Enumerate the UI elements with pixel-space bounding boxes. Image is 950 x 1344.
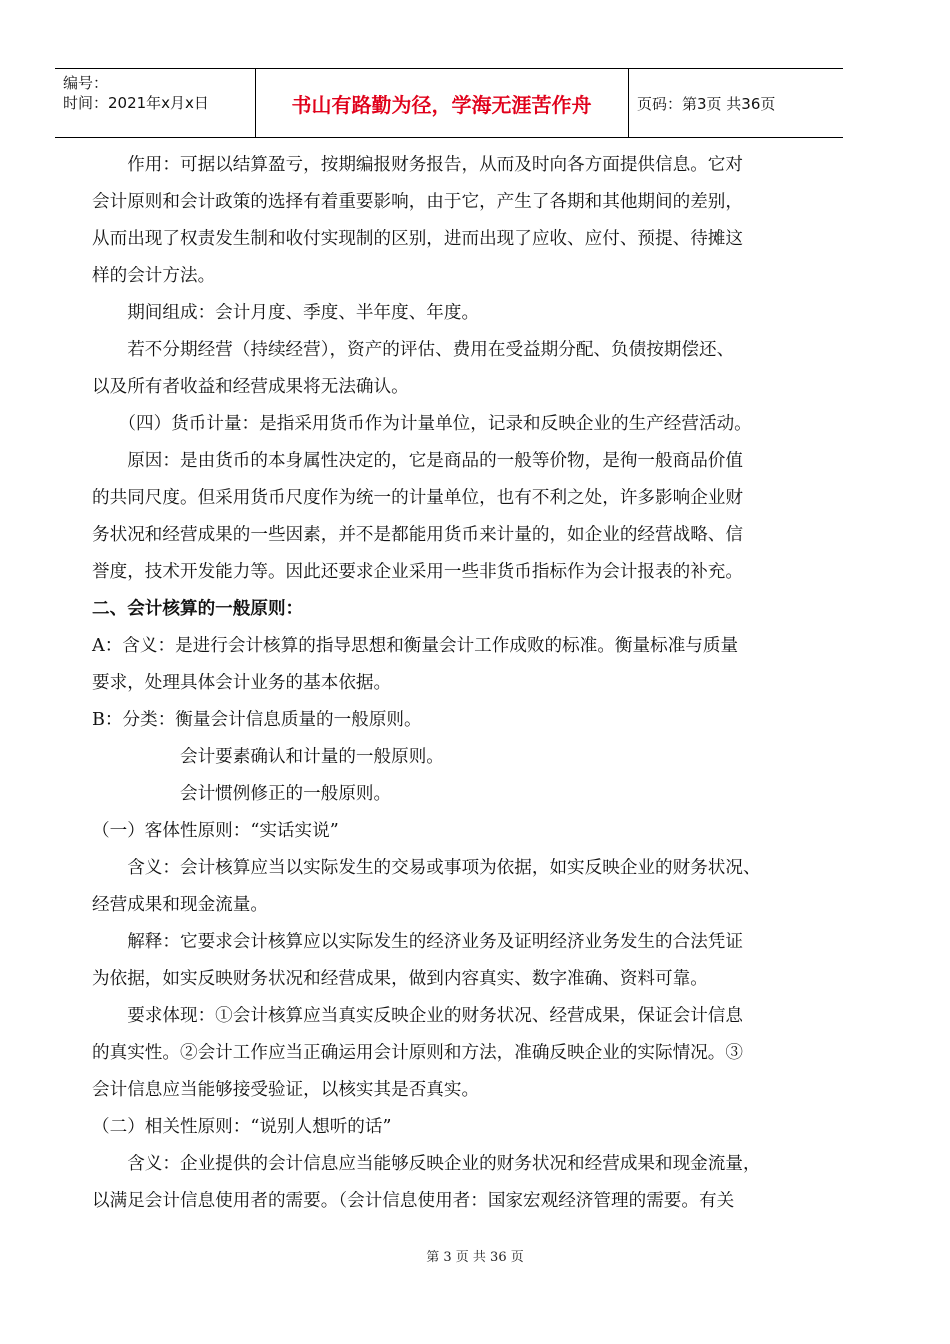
number-label: 编号： [63, 74, 109, 92]
paragraph-line: 含义：企业提供的会计信息应当能够反映企业的财务状况和经营成果和现金流量， [92, 1154, 761, 1174]
header-meta [63, 73, 253, 113]
paragraph-line: 以满足会计信息使用者的需要。（会计信息使用者：国家宏观经济管理的需要。有关 [92, 1191, 735, 1211]
paragraph-line: 原因：是由货币的本身属性决定的，它是商品的一般等价物，是徇一般商品价值 [92, 451, 743, 471]
paragraph-line: B：分类：衡量会计信息质量的一般原则。 [92, 710, 422, 730]
paragraph-line: 解释：它要求会计核算应以实际发生的经济业务及证明经济业务发生的合法凭证 [92, 932, 743, 952]
paragraph-line: 的共同尺度。但采用货币尺度作为统一的计量单位，也有不利之处，许多影响企业财 [92, 488, 743, 508]
paragraph-line: 要求体现：①会计核算应当真实反映企业的财务状况、经营成果，保证会计信息 [92, 1006, 743, 1026]
paragraph-line: 从而出现了权责发生制和收付实现制的区别，进而出现了应收、应付、预提、待摊这 [92, 229, 743, 249]
time-label: 时间：2021年x月x日 [63, 94, 209, 112]
paragraph-line: 要求，处理具体会计业务的基本依据。 [92, 673, 392, 693]
paragraph-line: 为依据，如实反映财务状况和经营成果，做到内容真实、数字准确、资料可靠。 [92, 969, 708, 989]
paragraph-line: A：含义：是进行会计核算的指导思想和衡量会计工作成败的标准。衡量标准与质量 [92, 636, 739, 656]
paragraph-line: 会计原则和会计政策的选择有着重要影响，由于它，产生了各期和其他期间的差别， [92, 192, 743, 212]
paragraph-line: （四）货币计量：是指采用货币作为计量单位，记录和反映企业的生产经营活动。 [92, 414, 752, 434]
section-heading: 二、会计核算的一般原则： [92, 598, 304, 619]
document-header [55, 68, 843, 138]
paragraph-line: 会计信息应当能够接受验证，以核实其是否真实。 [92, 1080, 480, 1100]
subsection-heading: （二）相关性原则：“说别人想听的话” [92, 1117, 392, 1137]
paragraph-line: 作用：可据以结算盈亏，按期编报财务报告，从而及时向各方面提供信息。它对 [92, 155, 743, 175]
paragraph-line: 会计惯例修正的一般原则。 [92, 784, 392, 804]
paragraph-line: 经营成果和现金流量。 [92, 895, 268, 915]
paragraph-line: 以及所有者收益和经营成果将无法确认。 [92, 377, 409, 397]
paragraph-line: 期间组成：会计月度、季度、半年度、年度。 [92, 303, 480, 323]
page-footer: 第 3 页 共 36 页 [426, 1250, 524, 1265]
header-divider [628, 69, 629, 137]
paragraph-line: 样的会计方法。 [92, 266, 216, 286]
paragraph-line: 务状况和经营成果的一些因素，并不是都能用货币来计量的，如企业的经营战略、信 [92, 525, 743, 545]
paragraph-line: 若不分期经营（持续经营），资产的评估、费用在受益期分配、负债按期偿还、 [92, 340, 735, 360]
header-page-info: 页码：第3页 共36页 [637, 94, 776, 113]
paragraph-line: 会计要素确认和计量的一般原则。 [92, 747, 444, 767]
header-motto: 书山有路勤为径，学海无涯苦作舟 [291, 92, 592, 117]
subsection-heading: （一）客体性原则：“实话实说” [92, 821, 339, 841]
paragraph-line: 的真实性。②会计工作应当正确运用会计原则和方法，准确反映企业的实际情况。③ [92, 1043, 743, 1063]
paragraph-line: 含义：会计核算应当以实际发生的交易或事项为依据，如实反映企业的财务状况、 [92, 858, 761, 878]
paragraph-line: 誉度，技术开发能力等。因此还要求企业采用一些非货币指标作为会计报表的补充。 [92, 562, 743, 582]
